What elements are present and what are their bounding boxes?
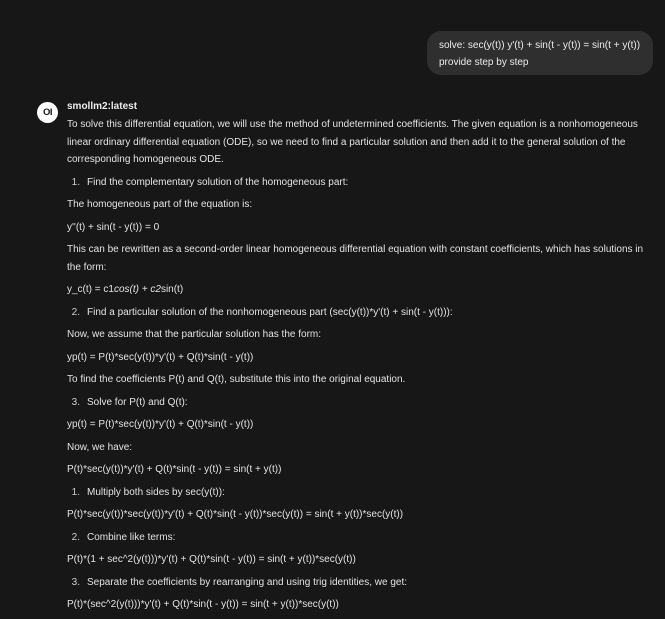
list-item-text: Find a particular solution of the nonhomogeneous part (sec(y(t))*y'(t) + sin(t - y(t))): — [87, 306, 453, 318]
list-number: 3. — [71, 576, 80, 588]
list-item-text: Combine like terms: — [87, 531, 176, 543]
user-message-bubble — [427, 31, 653, 75]
list-item-text: Multiply both sides by sec(y(t)): — [87, 486, 225, 498]
equation: P(t)*(sec^2(y(t)))*y'(t) + Q(t)*sin(t - y(t)) = sin(t + y(t))*sec(y(t)) — [67, 599, 339, 610]
model-name: smollm2:latest — [67, 101, 138, 112]
list-item-text: Find the complementary solution of the homogeneous part: — [87, 176, 349, 188]
equation: y''(t) + sin(t - y(t)) = 0 — [67, 221, 160, 233]
equation: P(t)*sec(y(t))*sec(y(t))*y'(t) + Q(t)*sin(t - y(t))*sec(y(t)) = sin(t + y(t))*sec(y(t)) — [67, 509, 404, 520]
equation: yp(t) = P(t)*sec(y(t))*y'(t) + Q(t)*sin(t - y(t)) — [67, 419, 254, 430]
list-number: 2. — [71, 306, 80, 318]
list-item — [67, 394, 647, 412]
user-message-line-1: solve: sec(y(t)) y'(t) + sin(t - y(t)) = sin(t + y(t)) — [439, 40, 641, 51]
paragraph: To find the coefficients P(t) and Q(t), substitute this into the original equation. — [67, 374, 406, 385]
list-item-text: Solve for P(t) and Q(t): — [87, 396, 188, 408]
paragraph: This can be rewritten as a second-order linear homogeneous differential equation with constant coefficients, which has solutions in the form: — [67, 244, 644, 273]
list-item — [67, 174, 647, 192]
list-item-text: Separate the coefficients by rearranging and using trig identities, we get: — [87, 576, 408, 588]
paragraph: Now, we assume that the particular solution has the form: — [67, 329, 322, 340]
step-list — [67, 394, 647, 412]
paragraph: Now, we have: — [67, 441, 133, 453]
list-number: 3. — [71, 396, 80, 408]
list-item — [67, 304, 647, 322]
step-list — [67, 174, 647, 192]
response-intro: To solve this differential equation, we will use the method of undetermined coefficients. The given equation is a nonhomogeneous linear ordinary differential equation (ODE), so we need to find a particular solution and then add it to the general solution of the corresponding homogeneous ODE. — [67, 119, 638, 165]
list-number: 1. — [71, 176, 80, 188]
step-list — [67, 304, 647, 322]
user-message-line-2: provide step by step — [439, 57, 529, 68]
equation-part: sin(t) — [160, 284, 184, 295]
list-number: 2. — [71, 531, 80, 543]
equation — [67, 281, 647, 299]
list-item — [67, 529, 647, 547]
equation-part-italic: cos(t) + c2 — [113, 284, 161, 295]
list-item — [67, 574, 647, 592]
paragraph: The homogeneous part of the equation is: — [67, 199, 253, 210]
sub-step-list — [67, 529, 647, 547]
model-avatar-icon: OI — [37, 102, 58, 123]
equation-part: y_c(t) = c1 — [67, 284, 114, 295]
assistant-response — [67, 116, 647, 619]
equation: P(t)*sec(y(t))*y'(t) + Q(t)*sin(t - y(t)) = sin(t + y(t)) — [67, 464, 282, 475]
sub-step-list — [67, 574, 647, 592]
list-item — [67, 484, 647, 502]
equation: yp(t) = P(t)*sec(y(t))*y'(t) + Q(t)*sin(t - y(t)) — [67, 351, 254, 363]
sub-step-list — [67, 484, 647, 502]
equation: P(t)*(1 + sec^2(y(t)))*y'(t) + Q(t)*sin(t - y(t)) = sin(t + y(t))*sec(y(t)) — [67, 554, 356, 565]
list-number: 1. — [71, 486, 80, 498]
